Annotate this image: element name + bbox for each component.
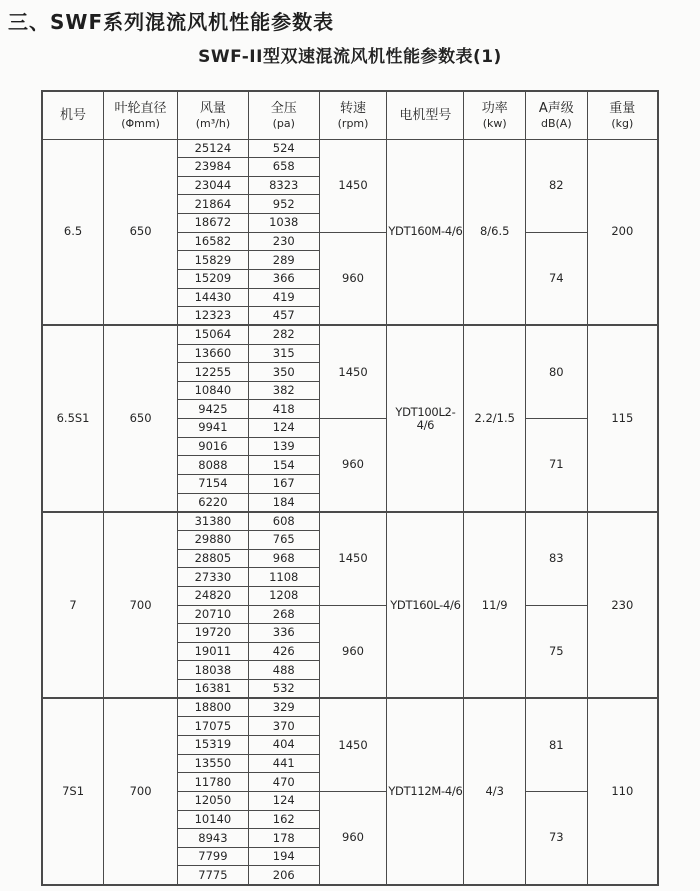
airflow-cell: 19011 (178, 642, 249, 661)
pressure-cell: 419 (248, 288, 319, 307)
noise-level-cell: 83 (526, 512, 588, 605)
speed-cell: 1450 (319, 139, 387, 232)
header-noise: A声级 dB(A) (526, 91, 588, 139)
pressure-cell: 426 (248, 642, 319, 661)
airflow-cell: 12323 (178, 307, 249, 326)
speed-cell: 960 (319, 605, 387, 698)
airflow-cell: 15209 (178, 269, 249, 288)
header-speed: 转速 (rpm) (319, 91, 387, 139)
pressure-cell: 488 (248, 661, 319, 680)
weight-cell: 110 (587, 698, 658, 884)
impeller-diameter-cell: 650 (104, 139, 178, 325)
fan-model-cell: 6.5 (42, 139, 104, 325)
speed-cell: 960 (319, 232, 387, 325)
pressure-cell: 608 (248, 512, 319, 531)
airflow-cell: 23044 (178, 176, 249, 195)
motor-model-cell: YDT160M-4/6 (387, 139, 464, 325)
airflow-cell: 12050 (178, 791, 249, 810)
airflow-cell: 9016 (178, 437, 249, 456)
airflow-cell: 11780 (178, 773, 249, 792)
airflow-cell: 29880 (178, 530, 249, 549)
airflow-cell: 25124 (178, 139, 249, 158)
airflow-cell: 17075 (178, 717, 249, 736)
airflow-cell: 15064 (178, 325, 249, 344)
airflow-cell: 7799 (178, 847, 249, 866)
noise-level-cell: 71 (526, 419, 588, 512)
pressure-cell: 382 (248, 381, 319, 400)
header-weight: 重量 (kg) (587, 91, 658, 139)
pressure-cell: 1208 (248, 586, 319, 605)
table-row (42, 512, 658, 531)
impeller-diameter-cell: 650 (104, 325, 178, 511)
pressure-cell: 8323 (248, 176, 319, 195)
noise-level-cell: 75 (526, 605, 588, 698)
airflow-cell: 15319 (178, 736, 249, 755)
power-cell: 2.2/1.5 (464, 325, 526, 511)
table-row (42, 698, 658, 717)
airflow-cell: 14430 (178, 288, 249, 307)
airflow-cell: 28805 (178, 549, 249, 568)
airflow-cell: 18672 (178, 214, 249, 233)
airflow-cell: 18800 (178, 698, 249, 717)
fan-model-cell: 6.5S1 (42, 325, 104, 511)
airflow-cell: 6220 (178, 493, 249, 512)
airflow-cell: 7154 (178, 475, 249, 494)
pressure-cell: 366 (248, 269, 319, 288)
airflow-cell: 19720 (178, 624, 249, 643)
pressure-cell: 1038 (248, 214, 319, 233)
airflow-cell: 23984 (178, 158, 249, 177)
airflow-cell: 21864 (178, 195, 249, 214)
pressure-cell: 457 (248, 307, 319, 326)
pressure-cell: 952 (248, 195, 319, 214)
header-pressure: 全压 (pa) (248, 91, 319, 139)
header-diameter: 叶轮直径 (Φmm) (104, 91, 178, 139)
pressure-cell: 206 (248, 866, 319, 885)
pressure-cell: 194 (248, 847, 319, 866)
pressure-cell: 470 (248, 773, 319, 792)
speed-cell: 1450 (319, 512, 387, 605)
airflow-cell: 7775 (178, 866, 249, 885)
speed-cell: 1450 (319, 325, 387, 418)
airflow-cell: 27330 (178, 568, 249, 587)
airflow-cell: 8088 (178, 456, 249, 475)
pressure-cell: 315 (248, 344, 319, 363)
speed-cell: 960 (319, 791, 387, 884)
motor-model-cell: YDT100L2-4/6 (387, 325, 464, 511)
pressure-cell: 282 (248, 325, 319, 344)
speed-cell: 1450 (319, 698, 387, 791)
airflow-cell: 31380 (178, 512, 249, 531)
pressure-cell: 370 (248, 717, 319, 736)
airflow-cell: 12255 (178, 363, 249, 382)
pressure-cell: 329 (248, 698, 319, 717)
airflow-cell: 16381 (178, 680, 249, 699)
pressure-cell: 532 (248, 680, 319, 699)
airflow-cell: 9941 (178, 419, 249, 438)
weight-cell: 230 (587, 512, 658, 698)
pressure-cell: 162 (248, 810, 319, 829)
header-airflow: 风量 (m³/h) (178, 91, 249, 139)
pressure-cell: 418 (248, 400, 319, 419)
header-motor: 电机型号 (387, 91, 464, 139)
noise-level-cell: 74 (526, 232, 588, 325)
table-row (42, 139, 658, 158)
header-row (42, 91, 658, 139)
speed-cell: 960 (319, 419, 387, 512)
pressure-cell: 404 (248, 736, 319, 755)
fan-model-cell: 7S1 (42, 698, 104, 884)
airflow-cell: 18038 (178, 661, 249, 680)
noise-level-cell: 80 (526, 325, 588, 418)
airflow-cell: 9425 (178, 400, 249, 419)
weight-cell: 115 (587, 325, 658, 511)
power-cell: 4/3 (464, 698, 526, 884)
pressure-cell: 139 (248, 437, 319, 456)
pressure-cell: 124 (248, 791, 319, 810)
page-title: 三、SWF系列混流风机性能参数表 (8, 10, 335, 34)
pressure-cell: 658 (248, 158, 319, 177)
airflow-cell: 8943 (178, 829, 249, 848)
weight-cell: 200 (587, 139, 658, 325)
airflow-cell: 20710 (178, 605, 249, 624)
power-cell: 11/9 (464, 512, 526, 698)
fan-model-cell: 7 (42, 512, 104, 698)
table-row (42, 325, 658, 344)
pressure-cell: 167 (248, 475, 319, 494)
pressure-cell: 154 (248, 456, 319, 475)
pressure-cell: 524 (248, 139, 319, 158)
motor-model-cell: YDT112M-4/6 (387, 698, 464, 884)
motor-model-cell: YDT160L-4/6 (387, 512, 464, 698)
power-cell: 8/6.5 (464, 139, 526, 325)
airflow-cell: 16582 (178, 232, 249, 251)
pressure-cell: 289 (248, 251, 319, 270)
table-subtitle: SWF-II型双速混流风机性能参数表(1) (198, 47, 502, 67)
pressure-cell: 124 (248, 419, 319, 438)
noise-level-cell: 73 (526, 791, 588, 884)
airflow-cell: 10840 (178, 381, 249, 400)
pressure-cell: 441 (248, 754, 319, 773)
header-model: 机号 (42, 91, 104, 139)
pressure-cell: 968 (248, 549, 319, 568)
impeller-diameter-cell: 700 (104, 512, 178, 698)
pressure-cell: 230 (248, 232, 319, 251)
pressure-cell: 765 (248, 530, 319, 549)
airflow-cell: 15829 (178, 251, 249, 270)
airflow-cell: 10140 (178, 810, 249, 829)
impeller-diameter-cell: 700 (104, 698, 178, 884)
fan-performance-table (41, 90, 659, 886)
airflow-cell: 13660 (178, 344, 249, 363)
noise-level-cell: 81 (526, 698, 588, 791)
pressure-cell: 268 (248, 605, 319, 624)
header-power: 功率 (kw) (464, 91, 526, 139)
pressure-cell: 336 (248, 624, 319, 643)
pressure-cell: 350 (248, 363, 319, 382)
pressure-cell: 178 (248, 829, 319, 848)
airflow-cell: 13550 (178, 754, 249, 773)
airflow-cell: 24820 (178, 586, 249, 605)
pressure-cell: 184 (248, 493, 319, 512)
noise-level-cell: 82 (526, 139, 588, 232)
pressure-cell: 1108 (248, 568, 319, 587)
